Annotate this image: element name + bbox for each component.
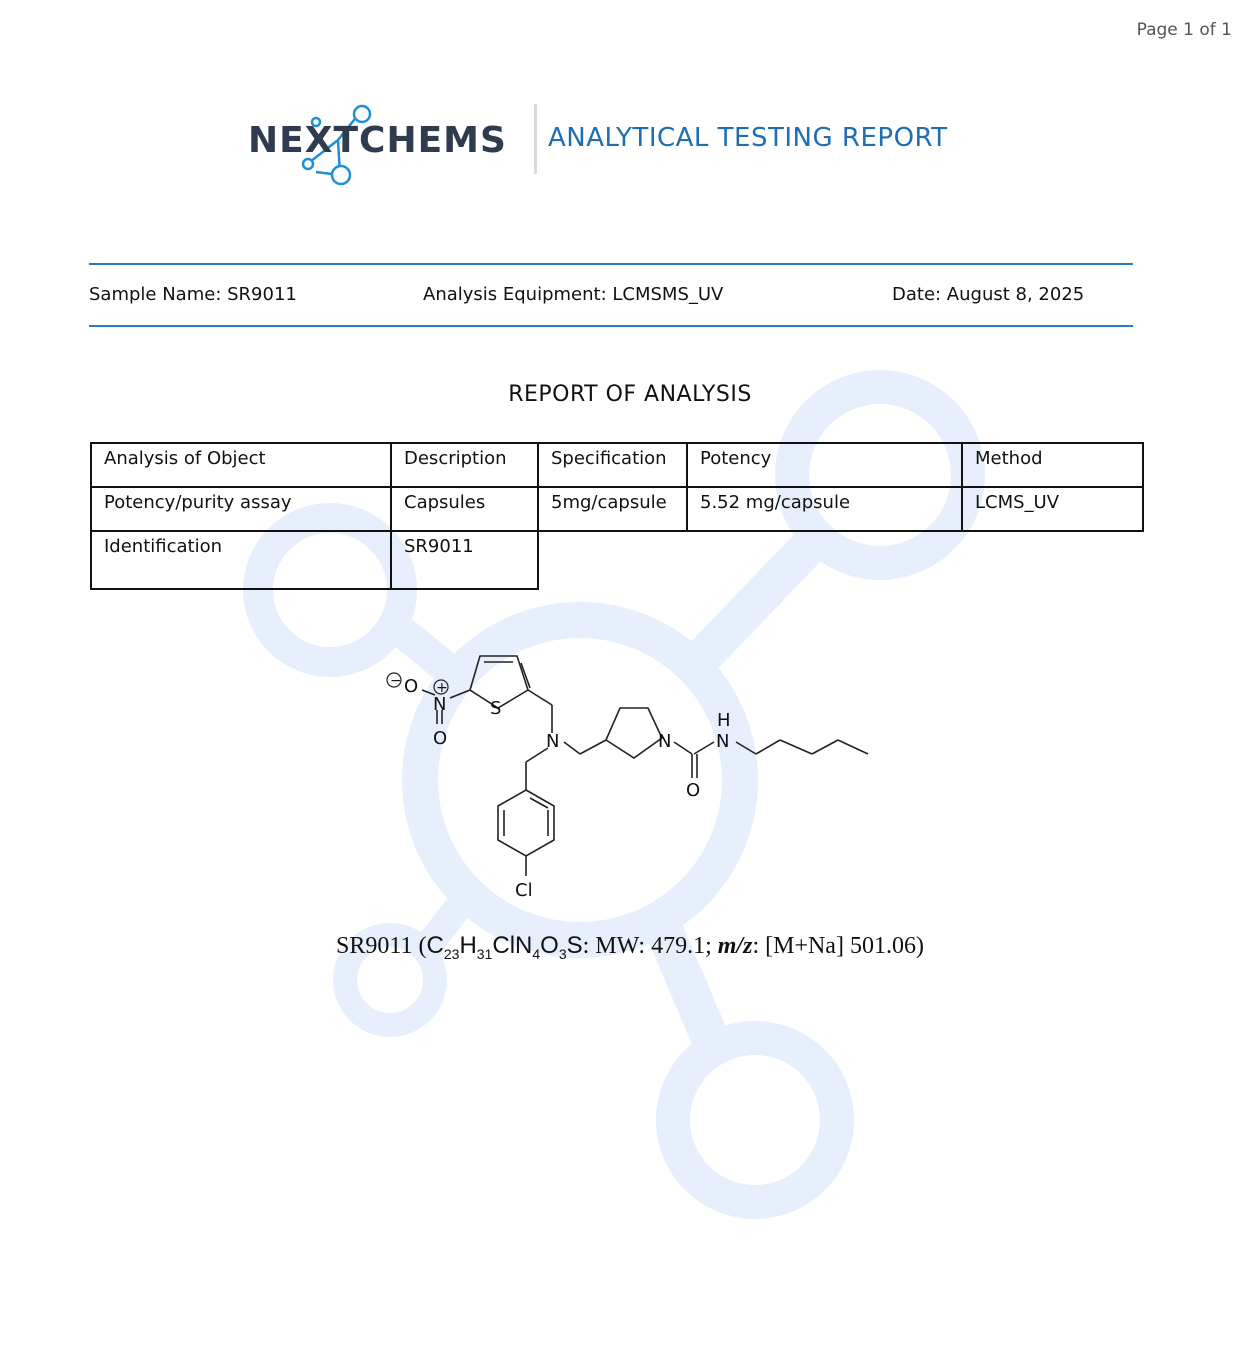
- report-title: ANALYTICAL TESTING REPORT: [548, 123, 948, 153]
- atom-label: N: [433, 694, 447, 715]
- table-header-cell: Analysis of Object: [91, 443, 391, 487]
- atom-label: S: [490, 698, 502, 719]
- table-header-cell: Specification: [538, 443, 687, 487]
- formula-subscript: 3: [558, 945, 567, 962]
- mz-label: m/z: [717, 933, 753, 959]
- section-title: REPORT OF ANALYSIS: [508, 382, 752, 407]
- table-row: [91, 487, 1143, 531]
- atom-label: H: [717, 710, 731, 731]
- atom-label: O: [686, 780, 701, 801]
- table-cell: 5mg/capsule: [538, 487, 687, 531]
- report-date: Date: August 8, 2025: [892, 284, 1085, 305]
- atom-label: Cl: [515, 880, 533, 901]
- formula-element: O: [540, 932, 559, 959]
- formula-element: S: [566, 932, 583, 959]
- charge-label: +: [436, 680, 448, 696]
- atom-label: O: [433, 728, 448, 749]
- sample-name: Sample Name: SR9011: [89, 284, 297, 305]
- table-cell: 5.52 mg/capsule: [687, 487, 962, 531]
- formula-element: C: [426, 932, 444, 959]
- nextchems-logo: [248, 100, 538, 190]
- table-empty-area: [538, 531, 1143, 589]
- compound-formula-line: SR9011 ($C_{23}H_{31}ClN_4O_3S$: MW: 479.1; m/z: [M+Na] 501.06): [336, 932, 924, 962]
- header-divider: [534, 104, 537, 174]
- page-number: Page 1 of 1: [1136, 20, 1232, 40]
- formula-subscript: 23: [443, 945, 460, 962]
- table-header-cell: Description: [391, 443, 538, 487]
- table-header-cell: Method: [962, 443, 1143, 487]
- formula-element: ClN: [492, 932, 533, 959]
- atom-label: N: [716, 731, 730, 752]
- table-cell: Capsules: [391, 487, 538, 531]
- table-row: [91, 531, 1143, 589]
- ion-value: : [M+Na] 501.06): [752, 933, 924, 959]
- atom-label: N: [658, 731, 672, 752]
- bottom-rule: [89, 325, 1133, 327]
- table-cell: Potency/purity assay: [91, 487, 391, 531]
- table-cell: SR9011: [391, 531, 538, 589]
- charge-label: −: [390, 673, 402, 689]
- analysis-table: [90, 442, 1144, 590]
- molecular-weight: : MW: 479.1;: [582, 933, 718, 959]
- formula-element: H: [459, 932, 477, 959]
- table-header-cell: Potency: [687, 443, 962, 487]
- table-cell: Identification: [91, 531, 391, 589]
- logo-wordmark: NEXTCHEMS: [248, 120, 507, 161]
- table-header-row: [91, 443, 1143, 487]
- sr9011-structure-diagram: [380, 650, 880, 910]
- formula-subscript: 4: [532, 945, 541, 962]
- atom-label: N: [546, 731, 560, 752]
- compound-name: SR9011: [336, 933, 413, 959]
- formula-subscript: 31: [476, 945, 493, 962]
- top-rule: [89, 263, 1133, 265]
- analysis-equipment: Analysis Equipment: LCMSMS_UV: [423, 284, 724, 305]
- atom-label: O: [404, 676, 419, 697]
- table-cell: LCMS_UV: [962, 487, 1143, 531]
